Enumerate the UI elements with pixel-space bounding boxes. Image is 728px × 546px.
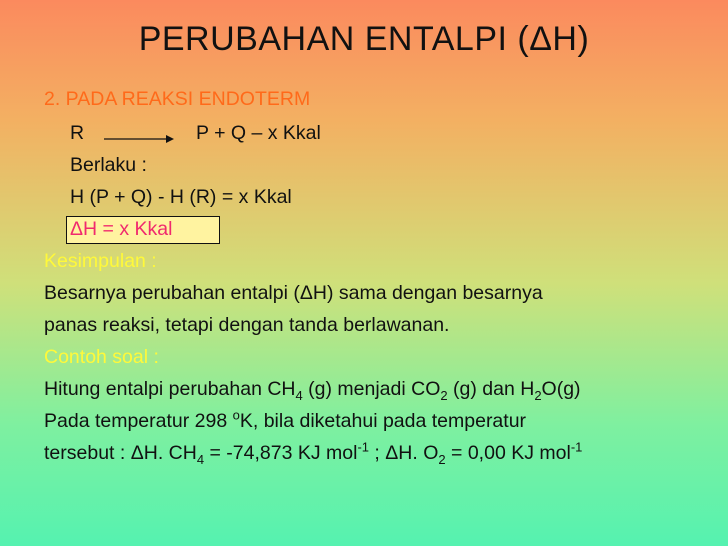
kesimpulan-text-line-1: Besarnya perubahan entalpi (ΔH) sama dengan besarnya <box>44 282 543 304</box>
kesimpulan-text-line-2: panas reaksi, tetapi dengan tanda berlawanan. <box>44 314 450 336</box>
reaction-right: P + Q – x Kkal <box>196 122 321 144</box>
reaction-arrow-icon <box>104 133 174 145</box>
kesimpulan-label: Kesimpulan : <box>44 250 157 272</box>
soal-line-2: Pada temperatur 298 $^o$K, bila diketahui pada temperatur <box>44 407 527 432</box>
soal-line-3: tersebut : ΔH. $CH_4 = -74,873$ KJ mol$^{-1}$ ; ΔH. $O_2 = 0,00$ KJ mol$^{-1}$ <box>44 439 583 467</box>
berlaku-label: Berlaku : <box>70 154 147 176</box>
reaction-left: R <box>70 122 85 144</box>
slide-title: PERUBAHAN ENTALPI (ΔH) <box>138 20 590 58</box>
contoh-soal-label: Contoh soal : <box>44 346 159 368</box>
section-heading: 2. PADA REAKSI ENDOTERM <box>44 88 311 110</box>
berlaku-equation: H (P + Q) - H (R) = x Kkal <box>70 186 292 208</box>
soal-line-1: Hitung entalpi perubahan $CH_4$ (g) menjadi $CO_2$ (g) dan $H_2O(g)$ <box>44 378 581 403</box>
delta-h-value: ΔH = x Kkal <box>70 218 173 240</box>
